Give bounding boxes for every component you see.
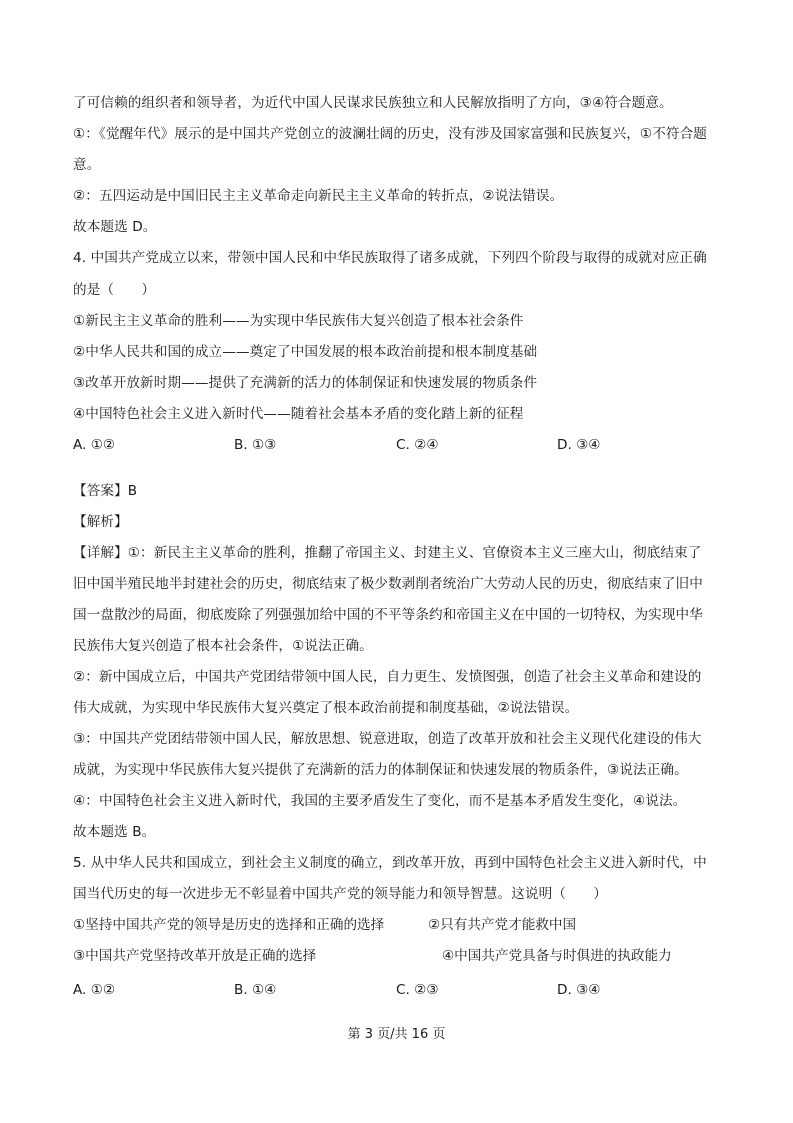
prev-conclusion: 故本题选 D。 — [73, 219, 157, 235]
prev-analysis-line-2: ①：《觉醒年代》展示的是中国共产党创立的波澜壮阔的历史，没有涉及国家富强和民族复兴，①不符合题 — [73, 126, 707, 142]
q4-detail-line-8: 成就，为实现中华民族伟大复兴提供了充满新的活力的体制保证和快速发展的物质条件，③说法正确。 — [73, 762, 688, 778]
q4-detail-line-2: 旧中国半殖民地半封建社会的历史，彻底结束了极少数剥削者统治广大劳动人民的历史，彻底结束了旧中 — [73, 576, 703, 592]
q5-statement-1: ①坚持中国共产党的领导是历史的选择和正确的选择 — [73, 917, 385, 933]
q4-detail-line-5: ②：新中国成立后，中国共产党团结带领中国人民，自力更生、发愤图强，创造了社会主义革命和建设的 — [73, 669, 702, 685]
q4-statement-4: ④中国特色社会主义进入新时代——随着社会基本矛盾的变化踏上新的征程 — [73, 406, 524, 422]
q4-detail-line-4: 民族伟大复兴创造了根本社会条件，①说法正确。 — [73, 638, 373, 654]
q4-conclusion: 故本题选 B。 — [73, 824, 156, 840]
q5-statement-3: ③中国共产党坚持改革开放是正确的选择 — [73, 948, 317, 964]
q5-option-c: C. ②③ — [396, 982, 439, 998]
prev-analysis-line-4: ②：五四运动是中国旧民主主义革命走向新民主主义革命的转折点，②说法错误。 — [73, 188, 564, 204]
prev-analysis-line-3: 意。 — [73, 157, 101, 173]
q4-option-d: D. ③④ — [557, 437, 601, 453]
q4-detail-line-9: ④：中国特色社会主义进入新时代，我国的主要矛盾发生了变化，而不是基本矛盾发生变化，④说法。 — [73, 793, 687, 809]
q4-statement-2: ②中华人民共和国的成立——奠定了中国发展的根本政治前提和根本制度基础 — [73, 344, 538, 360]
q4-option-c: C. ②④ — [396, 437, 439, 453]
prev-analysis-line-1: 了可信赖的组织者和领导者，为近代中国人民谋求民族独立和人民解放指明了方向，③④符合题意。 — [73, 95, 673, 111]
q4-stem-line-1: 4. 中国共产党成立以来，带领中国人民和中华民族取得了诸多成就，下列四个阶段与取得的成就对应正确 — [73, 250, 707, 266]
q4-statement-1: ①新民主主义革命的胜利——为实现中华民族伟大复兴创造了根本社会条件 — [73, 313, 524, 329]
q5-option-a: A. ①② — [73, 982, 116, 998]
q4-option-a: A. ①② — [73, 437, 116, 453]
q5-stem-line-2: 国当代历史的每一次进步无不彰显着中国共产党的领导能力和领导智慧。这说明（ ） — [73, 886, 608, 902]
q4-option-b: B. ①③ — [234, 437, 277, 453]
q5-statement-2: ②只有共产党才能救中国 — [428, 917, 577, 933]
q4-statement-3: ③改革开放新时期——提供了充满新的活力的体制保证和快速发展的物质条件 — [73, 375, 538, 391]
q5-option-d: D. ③④ — [557, 982, 601, 998]
q4-detail-line-1: 【详解】①：新民主主义革命的胜利，推翻了帝国主义、封建主义、官僚资本主义三座大山，彻底结束了 — [73, 545, 702, 561]
q5-stem-line-1: 5. 从中华人民共和国成立，到社会主义制度的确立，到改革开放，再到中国特色社会主义进入新时代，中 — [73, 855, 707, 871]
q4-detail-line-3: 国一盘散沙的局面，彻底废除了列强强加给中国的不平等条约和帝国主义在中国的一切特权，为实现中华 — [73, 607, 703, 623]
q4-answer: 【答案】B — [73, 483, 138, 499]
q4-detail-line-6: 伟大成就，为实现中华民族伟大复兴奠定了根本政治前提和制度基础，②说法错误。 — [73, 700, 579, 716]
q4-stem-line-2: 的是（ ） — [73, 282, 156, 298]
q4-detail-line-7: ③：中国共产党团结带领中国人民，解放思想、锐意进取，创造了改革开放和社会主义现代化建设的伟大 — [73, 731, 702, 747]
q5-statement-4: ④中国共产党具备与时俱进的执政能力 — [442, 948, 672, 964]
q5-option-b: B. ①④ — [234, 982, 277, 998]
page-number-footer: 第 3 页/共 16 页 — [347, 1027, 446, 1042]
q4-analysis-heading: 【解析】 — [73, 514, 128, 530]
